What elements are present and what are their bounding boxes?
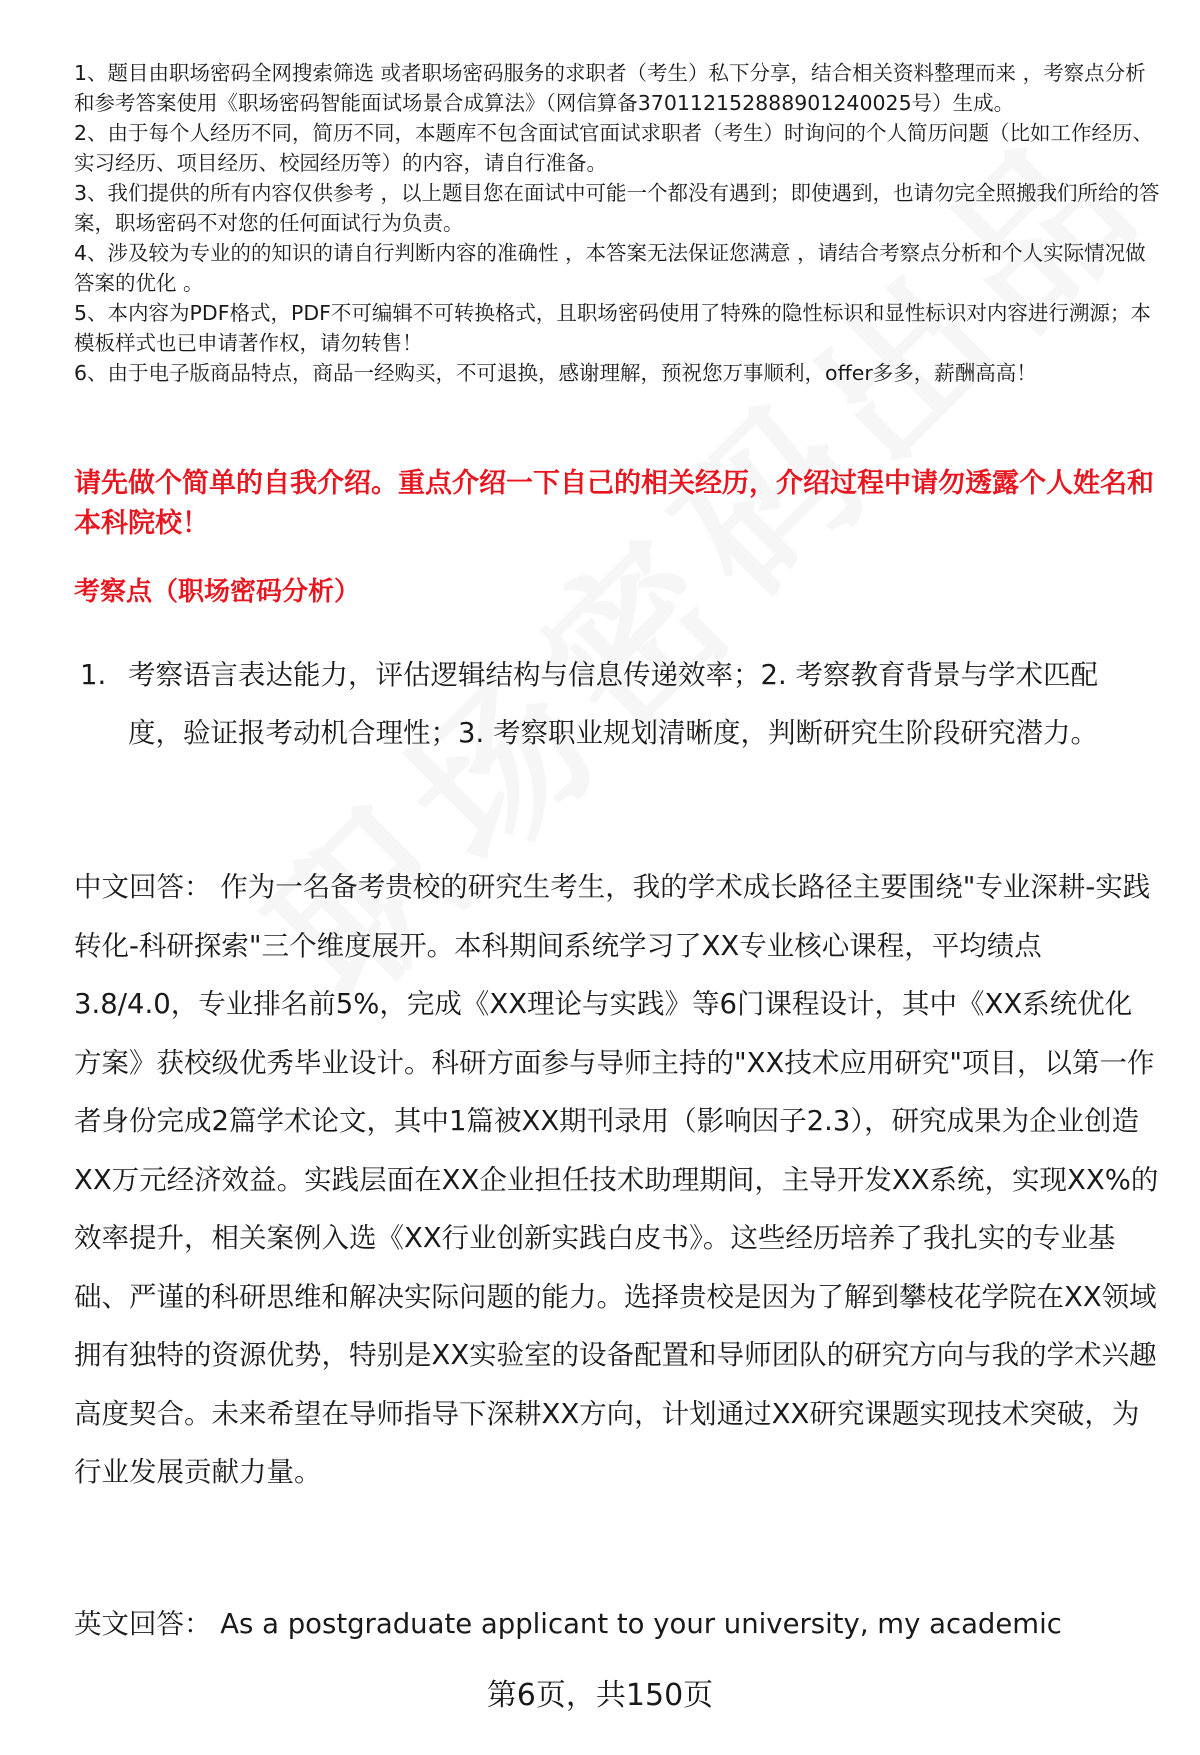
notice-item: 3、我们提供的所有内容仅供参考 ，以上题目您在面试中可能一个都没有遇到；即使遇到，也请勿完全照搬我们所给的答案，职场密码不对您的任何面试行为负责。	[74, 181, 1160, 235]
disclaimer-notices	[74, 58, 1164, 388]
notice-item: 1、题目由职场密码全网搜索筛选 或者职场密码服务的求职者（考生）私下分享，结合相关资料整理而来 ，考察点分析和参考答案使用《职场密码智能面试场景合成算法》（网信算备370112152888901240025号）生成。	[74, 61, 1146, 115]
key-points-text: 考察语言表达能力，评估逻辑结构与信息传递效率；2. 考察教育背景与学术匹配度，验证报考动机合理性；3. 考察职业规划清晰度，判断研究生阶段研究潜力。	[128, 659, 1098, 749]
notice-item: 4、涉及较为专业的的知识的请自行判断内容的准确性 ，本答案无法保证您满意 ，请结合考察点分析和个人实际情况做答案的优化 。	[74, 241, 1146, 295]
key-points-heading: 考察点（职场密码分析）	[74, 577, 361, 607]
english-answer: 英文回答： As a postgraduate applicant to your university, my academic	[74, 1608, 1062, 1640]
chinese-answer: 中文回答： 作为一名备考贵校的研究生考生，我的学术成长路径主要围绕"专业深耕-实践转化-科研探索"三个维度展开。本科期间系统学习了XX专业核心课程，平均绩点3.8/4.0，专业排名前5%，完成《XX理论与实践》等6门课程设计，其中《XX系统优化方案》获校级优秀毕业设计。科研方面参与导师主持的"XX技术应用研究"项目，以第一作者身份完成2篇学术论文，其中1篇被XX期刊录用（影响因子2.3），研究成果为企业创造XX万元经济效益。实践层面在XX企业担任技术助理期间，主导开发XX系统，实现XX%的效率提升，相关案例入选《XX行业创新实践白皮书》。这些经历培养了我扎实的专业基础、严谨的科研思维和解决实际问题的能力。选择贵校是因为了解到攀枝花学院在XX领域拥有独特的资源优势，特别是XX实验室的设备配置和导师团队的研究方向与我的学术兴趣高度契合。未来希望在导师指导下深耕XX方向，计划通过XX研究课题实现技术突破，为行业发展贡献力量。	[74, 871, 1159, 1488]
list-number: 1.	[80, 659, 107, 691]
notice-item: 6、由于电子版商品特点，商品一经购买，不可退换，感谢理解，预祝您万事顺利，offer多多，薪酬高高！	[74, 361, 1037, 385]
notice-item: 5、本内容为PDF格式，PDF不可编辑不可转换格式，且职场密码使用了特殊的隐性标识和显性标识对内容进行溯源；本模板样式也已申请著作权，请勿转售！	[74, 301, 1151, 355]
notice-item: 2、由于每个人经历不同，简历不同，本题库不包含面试官面试求职者（考生）时询问的个人简历问题（比如工作经历、实习经历、项目经历、校园经历等）的内容，请自行准备。	[74, 121, 1154, 175]
interview-question: 请先做个简单的自我介绍。重点介绍一下自己的相关经历，介绍过程中请勿透露个人姓名和本科院校！	[74, 468, 1154, 539]
page-number: 第6页，共150页	[486, 1678, 714, 1713]
key-points-list	[80, 646, 1160, 762]
